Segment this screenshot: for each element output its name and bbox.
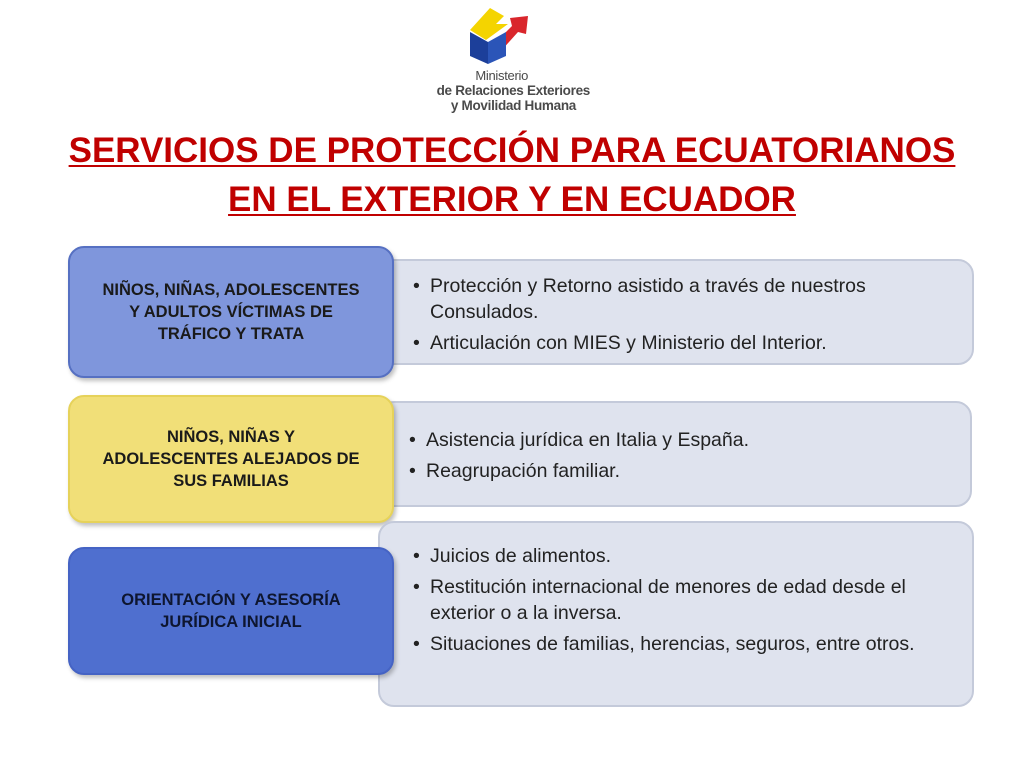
- label-line: ORIENTACIÓN Y ASESORÍA: [121, 591, 341, 609]
- service-bullet: • Asistencia jurídica en Italia y España.: [406, 427, 950, 453]
- service-bullet: • Articulación con MIES y Ministerio del Interior.: [410, 330, 952, 356]
- label-line: NIÑOS, NIÑAS Y: [166, 428, 296, 446]
- label-line: TRÁFICO Y TRATA: [157, 325, 305, 343]
- logo-line-2: de Relaciones Exteriores: [436, 83, 590, 98]
- ministry-arrow-emblem-icon: [466, 6, 534, 68]
- title-line-2: EN EL EXTERIOR Y EN ECUADOR: [228, 180, 796, 219]
- label-line: SUS FAMILIAS: [173, 472, 289, 490]
- title-line-1: SERVICIOS DE PROTECCIÓN PARA ECUATORIANOS: [68, 131, 956, 170]
- slide-title: [0, 126, 1024, 224]
- service-bullet: • Restitución internacional de menores de edad desde el exterior o a la inversa.: [410, 574, 952, 626]
- label-line: ADOLESCENTES ALEJADOS DE: [102, 450, 360, 468]
- ministry-logo: [410, 6, 590, 118]
- ministry-name: [410, 68, 590, 113]
- logo-line-3: y Movilidad Humana: [450, 98, 576, 113]
- service-details: [378, 521, 974, 707]
- service-bullet: • Reagrupación familiar.: [406, 458, 950, 484]
- service-category-label: [68, 395, 394, 523]
- logo-line-1: Ministerio: [475, 68, 528, 83]
- service-category-label: [68, 246, 394, 378]
- service-bullet: • Protección y Retorno asistido a través de nuestros Consulados.: [410, 273, 952, 325]
- service-details: [378, 259, 974, 365]
- service-details: [378, 401, 972, 507]
- label-line: Y ADULTOS VÍCTIMAS DE: [129, 303, 333, 321]
- service-bullet: • Situaciones de familias, herencias, seguros, entre otros.: [410, 631, 952, 657]
- service-category-label: [68, 547, 394, 675]
- label-line: NIÑOS, NIÑAS, ADOLESCENTES: [102, 281, 360, 299]
- service-bullet: • Juicios de alimentos.: [410, 543, 952, 569]
- label-line: JURÍDICA INICIAL: [160, 613, 302, 631]
